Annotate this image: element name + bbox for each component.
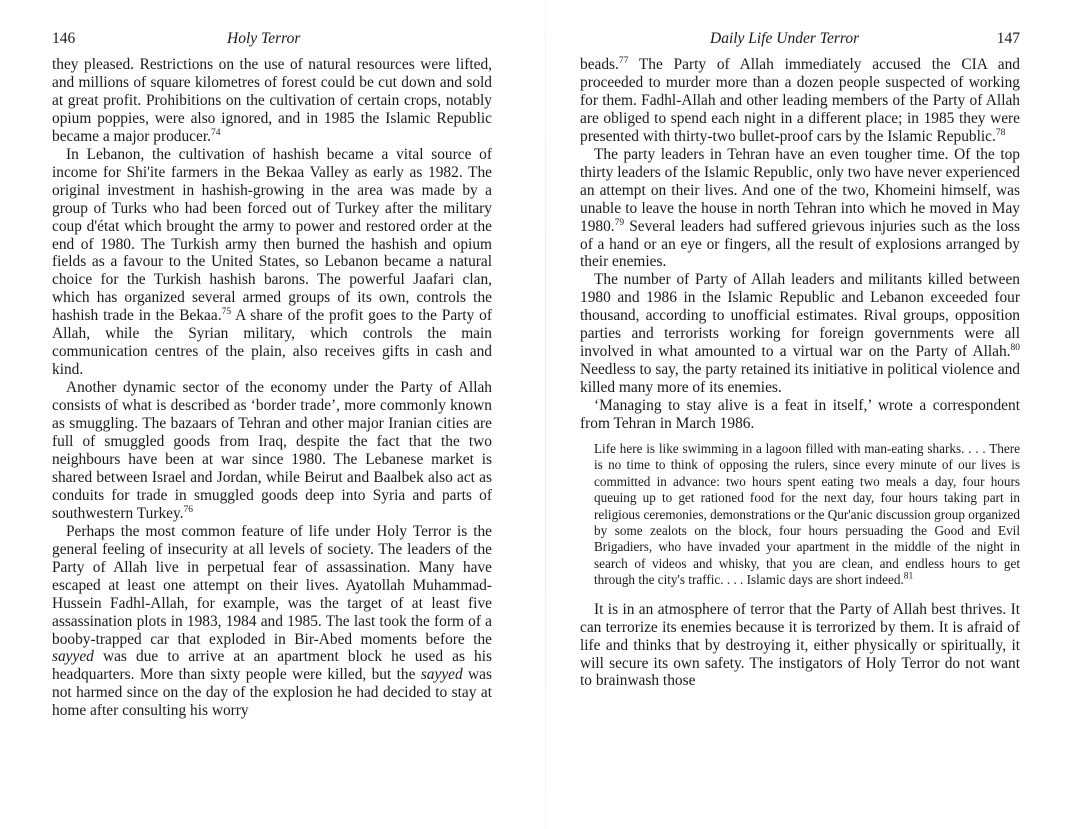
text-run: was due to arrive at an apartment block he used as his headquarters. More than sixty people were killed, but the: [52, 648, 492, 684]
right-running-header: [580, 30, 1020, 52]
text-run: Perhaps the most common feature of life under Holy Terror is the general feeling of insecurity at all levels of society. The leaders of the Party of Allah live in perpetual fear of assassination. Many have escaped at least one attempt on their lives. Ayatollah Muhammad-Hussein Fadhl-Allah, for example, was the target of at least five assassination plots in 1983, 1984 and 1985. The last took the form of a booby-trapped car that exploded in Bir-Abed moments before the: [52, 522, 492, 648]
footnote-ref: 77: [618, 55, 629, 66]
text-run: A share of the profit goes to the Party of Allah, while the Syrian military, which controls the main communication centres of the plain, also receives gifts in cash and kind.: [52, 307, 492, 379]
italic-text: sayyed: [52, 648, 94, 666]
footnote-ref: 81: [903, 571, 914, 582]
footnote-ref: 74: [210, 127, 221, 138]
paragraph: [580, 271, 1020, 397]
text-run: was not harmed since on the day of the explosion he had decided to stay at home after consulting his worry: [52, 666, 492, 720]
paragraph: [580, 146, 1020, 272]
text-run: The number of Party of Allah leaders and militants killed between 1980 and 1986 in the Islamic Republic and Lebanon exceeded four thousand, according to unofficial estimates. Rival groups, opposition parties and terrorists working for foreign governments were all involved in what amounted to a virtual war on the Party of Allah.: [580, 271, 1020, 361]
block-quote: [594, 441, 1020, 589]
footnote-ref: 76: [183, 504, 194, 515]
paragraph: [52, 56, 492, 146]
text-run: beads.: [580, 56, 619, 73]
text-run: Another dynamic sector of the economy under the Party of Allah consists of what is described as ‘border trade’, more commonly known as smuggling. The bazaars of Tehran and other major Iranian cities are full of smuggled goods from Iraq, despite the fact that the two neighbours have been at war since 1980. The Lebanese market is shared between Israel and Jordan, while Beirut and Baalbek also act as conduits for trade in smuggled goods deep into Syria and parts of southwestern Turkey.: [52, 379, 492, 522]
text-run: they pleased. Restrictions on the use of natural resources were lifted, and millions of square kilometres of forest could be cut down and sold at great profit. Prohibitions on the cultivation of certain crops, notably opium poppies, were also ignored, and in 1985 the Islamic Republic became a major producer.: [52, 56, 492, 145]
text-run: In Lebanon, the cultivation of hashish became a vital source of income for Shi'ite farmers in the Bekaa Valley as early as 1982. The original investment in hashish-growing in the area was made by a group of Turks who had been forced out of Turkey after the military coup d'état which brought the army to power and restored order at the end of 1980. The Turkish army then burned the hashish and opium fields as a favour to the United States, so Lebanon became a natural choice for the Turkish hashish barons. The powerful Jaafari clan, which has organized several armed groups of its own, controls the hashish trade in the Bekaa.: [52, 145, 492, 325]
text-run: The Party of Allah immediately accused the CIA and proceeded to murder more than a dozen people suspected of working for them. Fadhl-Allah and other leading members of the Party of Allah are obliged to spend each night in a different place; in 1985 they were presented with thirty-two bullet-proof cars by the Islamic Republic.: [580, 56, 1020, 145]
page-gutter: [545, 0, 546, 829]
right-page: [580, 30, 1020, 690]
italic-text: sayyed: [420, 666, 463, 684]
right-body-text-bottom: [580, 601, 1020, 691]
text-run: ‘Managing to stay alive is a feat in itself,’ wrote a correspondent from Tehran in March 1986.: [580, 397, 1020, 433]
footnote-ref: 78: [995, 127, 1006, 138]
left-running-header: [52, 30, 492, 52]
right-running-title: Daily Life Under Terror: [710, 30, 860, 47]
text-run: It is in an atmosphere of terror that the Party of Allah best thrives. It can terrorize its enemies because it is terrorized by them. It is afraid of life and thinks that by destroying it, either physically or spiritually, it will secure its own safety. The instigators of Holy Terror do not want to brainwash those: [580, 600, 1020, 690]
right-page-number: 147: [996, 30, 1020, 47]
text-run: The party leaders in Tehran have an even tougher time. Of the top thirty leaders of the Islamic Republic, only two have never experienced an attempt on their lives. And one of the two, Khomeini himself, was unable to leave the house in north Tehran into which he moved in May 1980.: [580, 145, 1020, 235]
paragraph: [52, 379, 492, 523]
text-run: Needless to say, the party retained its initiative in political violence and killed many more of its enemies.: [580, 361, 1020, 397]
footnote-ref: 80: [1010, 343, 1020, 354]
paragraph: [52, 146, 492, 379]
left-body-text: [52, 56, 492, 720]
right-body-text-top: [580, 56, 1020, 433]
footnote-ref: 75: [221, 307, 232, 318]
paragraph: [580, 56, 1020, 146]
text-run: Life here is like swimming in a lagoon filled with man-eating sharks. . . . There is no time to think of opposing the rulers, since every minute of our lives is committed in advance: two hours spent eating two meals a day, four hours queuing up to get rationed food for the next day, four hours taking part in religious ceremonies, demonstrations or the Qur'anic discussion group organized by some zealots on the block, four hours persuading the Good and Evil Brigadiers, who have invaded your apartment in the middle of the night in search of videos and whisky, that you are clean, and endless hours to get through the city's traffic. . . . Islamic days are short indeed.: [594, 441, 1020, 588]
paragraph: [52, 523, 492, 720]
paragraph: [580, 397, 1020, 433]
left-page-number: 146: [52, 30, 76, 47]
text-run: Several leaders had suffered grievous injuries such as the loss of a hand or an eye or fingers, all the result of explosions arranged by their enemies.: [580, 217, 1020, 271]
left-running-title: Holy Terror: [227, 30, 301, 47]
left-page: [52, 30, 492, 720]
footnote-ref: 79: [614, 217, 625, 228]
paragraph: [580, 601, 1020, 691]
